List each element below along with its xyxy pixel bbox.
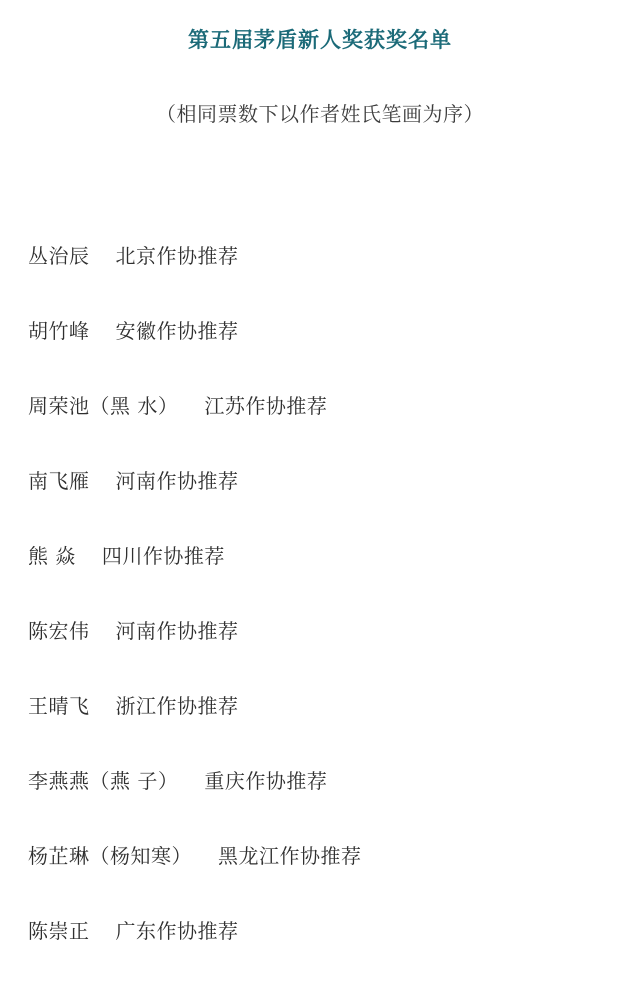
winner-name: 杨芷琳（杨知寒） <box>28 844 192 868</box>
winner-organization: 江苏作协推荐 <box>204 394 328 418</box>
winner-name: 陈宏伟 <box>28 619 90 643</box>
winner-organization: 北京作协推荐 <box>115 244 239 268</box>
award-winner-list <box>0 240 640 990</box>
winner-name: 王晴飞 <box>28 694 90 718</box>
winner-name: 胡竹峰 <box>28 319 90 343</box>
winner-name: 周荣池（黑 水） <box>28 394 179 418</box>
list-item <box>0 615 640 690</box>
winner-organization: 安徽作协推荐 <box>115 319 239 343</box>
list-item <box>0 840 640 915</box>
winner-organization: 河南作协推荐 <box>115 619 239 643</box>
list-item <box>0 765 640 840</box>
winner-organization: 广东作协推荐 <box>115 919 239 943</box>
winner-organization: 浙江作协推荐 <box>115 694 239 718</box>
winner-name: 南飞雁 <box>28 469 90 493</box>
list-item <box>0 465 640 540</box>
winner-name: 丛治辰 <box>28 244 90 268</box>
winner-organization: 黑龙江作协推荐 <box>218 844 362 868</box>
winner-organization: 重庆作协推荐 <box>204 769 328 793</box>
winner-name: 陈崇正 <box>28 919 90 943</box>
list-item <box>0 315 640 390</box>
winner-name: 李燕燕（燕 子） <box>28 769 179 793</box>
list-item <box>0 690 640 765</box>
list-item <box>0 240 640 315</box>
list-item <box>0 390 640 465</box>
winner-organization: 四川作协推荐 <box>101 544 225 568</box>
list-item <box>0 915 640 990</box>
page-title: 第五届茅盾新人奖获奖名单 <box>188 28 452 52</box>
winner-name: 熊 焱 <box>28 544 76 568</box>
page-subtitle: （相同票数下以作者姓氏笔画为序） <box>156 102 484 126</box>
winner-organization: 河南作协推荐 <box>115 469 239 493</box>
list-item <box>0 540 640 615</box>
